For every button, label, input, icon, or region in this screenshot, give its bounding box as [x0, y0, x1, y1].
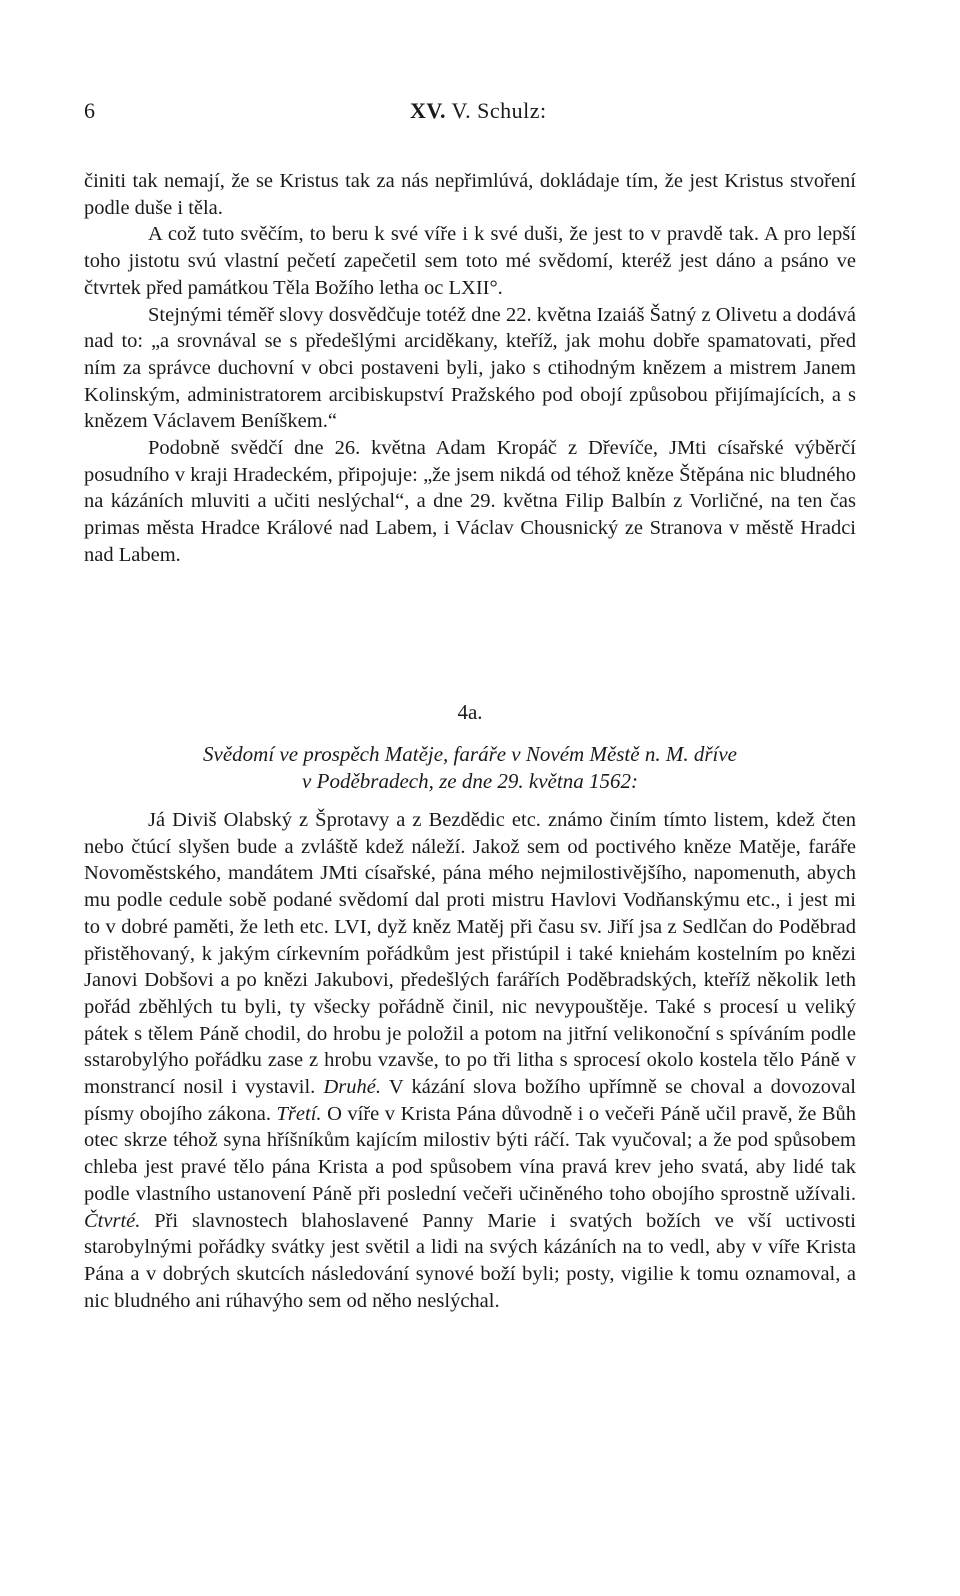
running-head-author: V. Schulz: — [445, 98, 547, 123]
text-run: V kázání slova božího upřímně se choval a dovozoval písmy obojího zákona. — [84, 1076, 856, 1125]
running-head-volume: XV. — [410, 98, 446, 123]
paragraph-2: A což tuto svěčím, to beru k své víře i k své duši, že jest to v pravdě tak. A pro lepší toho jistotu svú vlastní pečetí zapečetil sem toto mé svědomí, kteréž jest dáno a psáno ve čtvrtek před památkou Těla Božího letha oc LXII°. — [84, 223, 856, 299]
enumeration-druhe: Druhé. — [323, 1076, 382, 1099]
section-title-line-1: Svědomí ve prospěch Matěje, faráře v Novém Městě n. M. dříve — [203, 742, 737, 766]
page-number: 6 — [84, 98, 95, 123]
text-run: O víře v Krista Pána důvodně i o večeři Páně učil pravě, že Bůh otec skrze téhož syna hříšníkům kajícím milostiv býti ráčí. Tak vyučoval; a že pod spůsobem chleba jest pravé tělo pána Krista a pod spůsobem vína pravá krev jeho svatá, aby lidé tak podle vlastního ustanovení Páně při poslední večeři učiněného toho obojího sprostně užívali. — [84, 1102, 857, 1205]
page-header — [84, 98, 856, 132]
section-number: 4a. — [457, 700, 483, 724]
text-block-2 — [84, 807, 856, 1314]
paragraph-1: činiti tak nemají, že se Kristus tak za nás nepřimlúvá, dokládaje tím, že jest Kristus stvoření podle duše i těla. — [84, 170, 856, 219]
section-title — [84, 741, 856, 794]
text-block-1 — [84, 168, 856, 569]
running-head — [410, 98, 547, 124]
paragraph-5 — [84, 807, 856, 1314]
section-title-line-2: v Poděbradech, ze dne 29. května 1562: — [302, 768, 638, 793]
paragraph-3: Stejnými téměř slovy dosvědčuje totéž dne 22. května Izaiáš Šatný z Olivetu a dodává nad to: „a srovnával se s předešlými arciděkany, kteříž, jak mohu dobře spamatovati, před ním za správce duchovní v obci postaveni byli, jako s ctihodným knězem a mistrem Janem Kolinským, administratorem arcibiskupství Pražského pod obojí způsobou přijímajících, a s knězem Václavem Beníškem.“ — [84, 303, 856, 433]
text-run: Já Diviš Olabský z Šprotavy a z Bezdědic etc. známo činím tímto listem, kdež čten nebo čtúcí slyšen bude a zvláště kdež náleží. Jakož sem od poctivého kněze Matěje, faráře Novoměstského, mandátem JMti císařské, pána mého nejmilostivějšího, napomenuth, abych mu podle cedule sobě podané svědomí dal proti mistru Havlovi Vodňanskýmu etc., i jest mi to v dobré paměti, že leth etc. LVI, dyž kněz Matěj při času sv. Jiří jsa z Sedlčan do Poděbrad přistěhovaný, k jakým církevním pořádkům jest přistúpil i také kniehám kostelním po knězi Janovi Dobšovi a po knězi Jakubovi, předešlých farářích Poděbradských, kteříž několik leth pořád zběhlých tu byli, ty všecky pořádně činil, nic nevypouštěje. Také s procesí u veliký pátek s tělem Páně chodil, do hrobu je položil a potom na jitřní velikonoční s spíváním podle sstarobylýho pořádku zase z hrobu vzavše, to po tři litha s sprocesí okolo kostela tělo Páně v monstrancí nosil i vystavil. — [84, 809, 856, 1099]
text-run: Při slavnostech blahoslavené Panny Marie i svatých božích ve vší uctivosti starobylnými pořádky svátky jest světil a lidi na svých kázáních na to vedl, aby v víře Krista Pána a v dobrých skutcích následování synové boží byli; posty, vigilie k tomu oznamoval, a nic bludného ani rúhavýho sem od něho neslýchal. — [84, 1209, 857, 1312]
enumeration-ctvrte: Čtvrté. — [84, 1209, 141, 1232]
enumeration-treti: Třetí. — [276, 1102, 322, 1125]
paragraph-4: Podobně svědčí dne 26. května Adam Kropáč z Dřevíče, JMti císařské výběrčí posudního v kraji Hradeckém, připojuje: „že jsem nikdá od téhož kněze Štěpána nic bludného na kázáních mluviti a učiti neslýchal“, a dne 29. května Filip Balbín z Vorličné, na ten čas primas města Hradce Králové nad Labem, i Václav Chousnický ze Stranova v městě Hradci nad Labem. — [84, 437, 856, 566]
